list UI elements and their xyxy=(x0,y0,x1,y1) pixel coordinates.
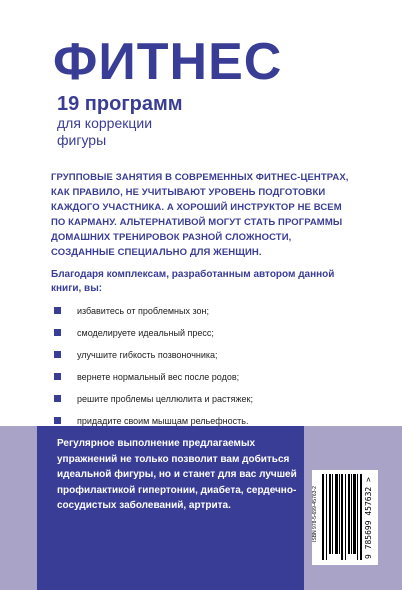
list-item xyxy=(54,327,354,349)
benefit-text: придадите своим мышцам рельефность. xyxy=(77,416,249,426)
intro-paragraph: ГРУППОВЫЕ ЗАНЯТИЯ В СОВРЕМЕННЫХ ФИТНЕС-ЦЕНТРАХ, КАК ПРАВИЛО, НЕ УЧИТЫВАЮТ УРОВЕНЬ ПОДГОТОВКИ КАЖДОГО УЧАСТНИКА. А ХОРОШИЙ ИНСТРУКТОР НЕ ВСЕМ ПО КАРМАНУ. АЛЬТЕРНАТИВОЙ МОГУТ СТАТЬ ПРОГРАММЫ ДОМАШНИХ ТРЕНИРОВОК РАЗНОЙ СЛОЖНОСТИ, СОЗДАННЫЕ СПЕЦИАЛЬНО ДЛЯ ЖЕНЩИН. xyxy=(51,172,349,258)
isbn-label: ISBN 978-5-699-45763-2 xyxy=(312,486,318,542)
subtitle-line-2: фигуры xyxy=(57,132,107,148)
list-item xyxy=(54,305,354,327)
barcode-icon xyxy=(322,474,362,560)
subtitle-number: 19 программ xyxy=(57,93,183,115)
benefit-text: избавитесь от проблемных зон; xyxy=(77,306,209,316)
subtitle-line-1: для коррекции xyxy=(57,115,153,131)
square-bullet-icon xyxy=(54,329,61,336)
square-bullet-icon xyxy=(54,395,61,402)
list-item xyxy=(54,349,354,371)
panel-paragraph: Регулярное выполнение предлагаемых упражнений не только позволит вам добиться идеальной фигуры, но и станет для вас лучшей профилактикой гипертонии, диабета, сердечно-сосудистых заболеваний, артрита. xyxy=(57,438,297,511)
book-title: ФИТНЕС xyxy=(53,33,283,91)
list-item xyxy=(54,371,354,393)
square-bullet-icon xyxy=(54,373,61,380)
square-bullet-icon xyxy=(54,351,61,358)
benefit-text: вернете нормальный вес после родов; xyxy=(77,372,240,382)
benefit-text: решите проблемы целлюлита и растяжек; xyxy=(77,394,253,404)
benefits-list xyxy=(54,305,354,437)
square-bullet-icon xyxy=(54,307,61,314)
subtitle xyxy=(57,115,217,149)
benefit-text: улучшите гибкость позвоночника; xyxy=(77,350,218,360)
benefits-lead: Благодаря комплексам, разработанным автором данной книги, вы: xyxy=(51,269,335,294)
list-item xyxy=(54,393,354,415)
benefit-text: смоделируете идеальный пресс; xyxy=(77,328,214,338)
square-bullet-icon xyxy=(54,417,61,424)
ean-number: 9 785699 457632 > xyxy=(364,477,373,559)
